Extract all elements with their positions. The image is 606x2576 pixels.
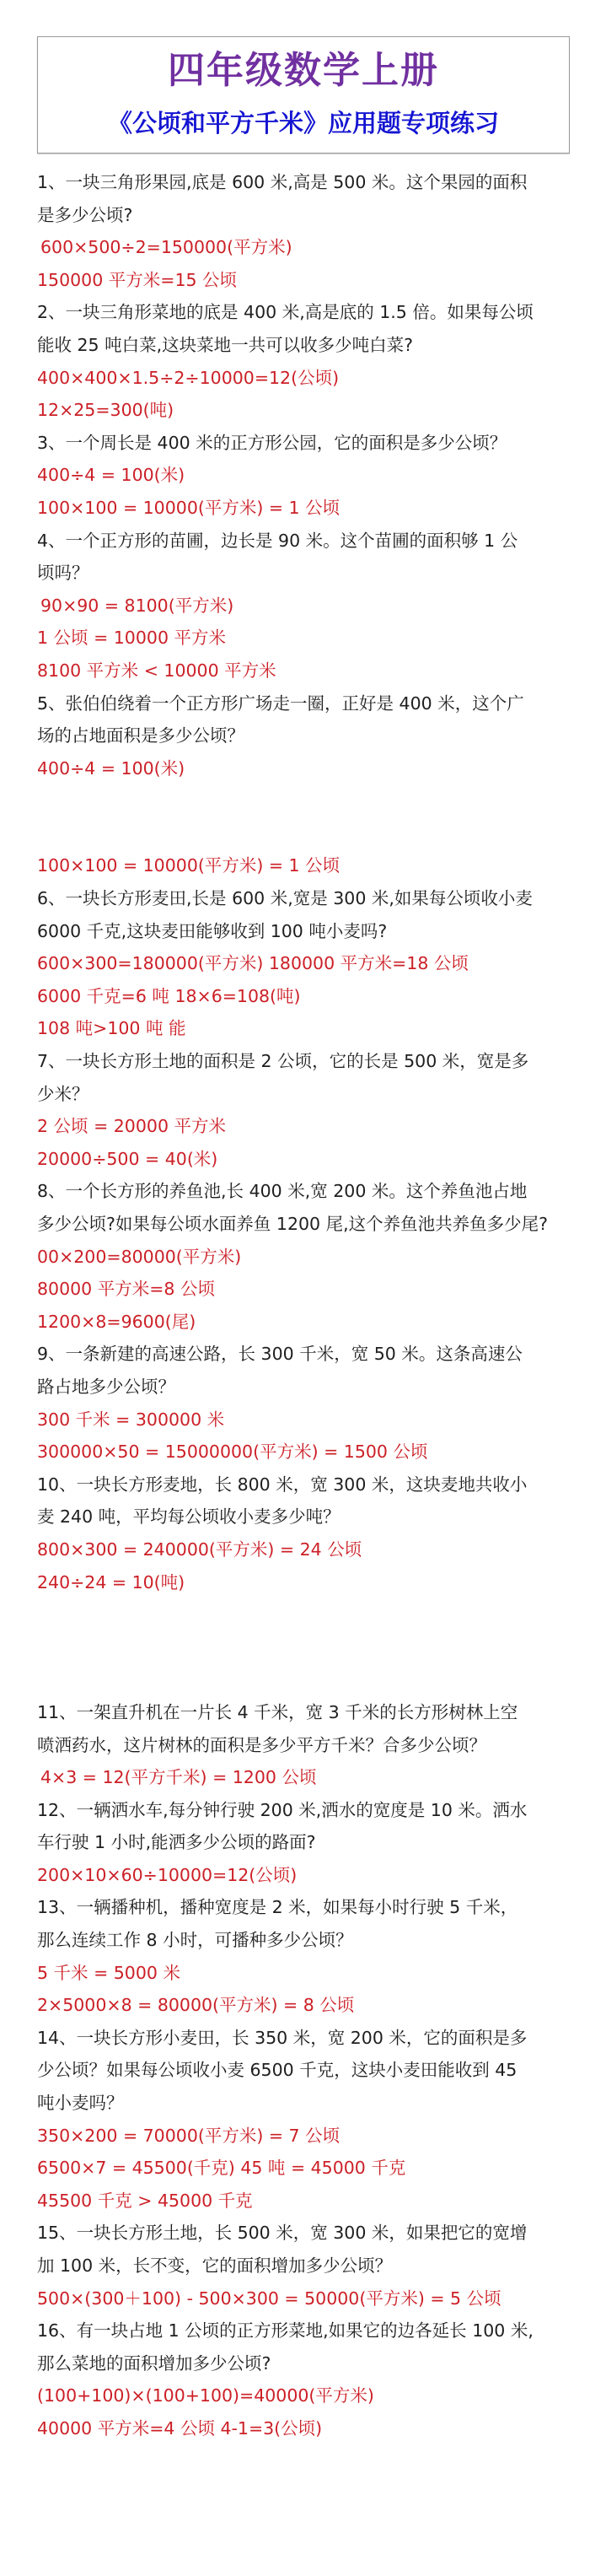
question-line: 10、一块长方形麦地，长 800 米，宽 300 米，这块麦地共收小 — [37, 1474, 528, 1495]
answer-line: 40000 平方米=4 公顷 4-1=3(公顷) — [37, 2417, 323, 2439]
blank-line — [37, 1598, 577, 1631]
answer-line: (100+100)×(100+100)=40000(平方米) — [37, 2385, 374, 2406]
question-line: 8、一个长方形的养鱼池,长 400 米,宽 200 米。这个养鱼池占地 — [37, 1181, 528, 1202]
question-line: 多少公顷?如果每公顷水面养鱼 1200 尾,这个养鱼池共养鱼多少尾? — [37, 1214, 548, 1234]
question-line: 4、一个正方形的苗圃，边长是 90 米。这个苗圃的面积够 1 公 — [37, 530, 518, 551]
question-line: 少公顷？如果每公顷收小麦 6500 千克，这块小麦田能收到 45 — [37, 2060, 518, 2081]
page-subtitle: 《公顷和平方千米》应用题专项练习 — [107, 109, 499, 137]
exercise-list — [37, 166, 577, 2445]
answer-line: 00×200=80000(平方米) — [37, 1246, 242, 1267]
answer-line: 8100 平方米 < 10000 平方米 — [37, 660, 276, 681]
blank-line — [37, 784, 577, 817]
question-line: 15、一块长方形土地，长 500 米，宽 300 米，如果把它的宽增 — [37, 2223, 528, 2244]
question-line: 11、一架直升机在一片长 4 千米，宽 3 千米的长方形树林上空 — [37, 1701, 518, 1722]
blank-line — [37, 817, 577, 850]
answer-line: 300000×50 = 15000000(平方米) = 1500 公顷 — [37, 1442, 428, 1463]
blank-line — [37, 1631, 577, 1664]
answer-line: 200×10×60÷10000=12(公顷) — [37, 1864, 298, 1885]
answer-line: 800×300 = 240000(平方米) = 24 公顷 — [37, 1539, 362, 1560]
answer-line: 600×500÷2=150000(平方米) — [40, 237, 292, 258]
answer-line: 240÷24 = 10(吨) — [37, 1571, 185, 1592]
question-line: 那么菜地的面积增加多少公顷? — [37, 2352, 271, 2374]
blank-line — [37, 1663, 577, 1696]
question-line: 9、一条新建的高速公路，长 300 千米，宽 50 米。这条高速公 — [37, 1344, 523, 1365]
question-line: 5、张伯伯绕着一个正方形广场走一圈，正好是 400 米，这个广 — [37, 693, 524, 714]
answer-line: 350×200 = 70000(平方米) = 7 公顷 — [37, 2125, 341, 2146]
answer-line: 400÷4 = 100(米) — [37, 757, 185, 779]
question-line: 少米？ — [37, 1083, 89, 1104]
question-line: 场的占地面积是多少公顷？ — [37, 725, 244, 746]
question-line: 那么连续工作 8 小时，可播种多少公顷？ — [37, 1930, 353, 1951]
question-line: 顷吗？ — [37, 563, 89, 584]
page-title: 四年级数学上册 — [168, 49, 439, 92]
question-line: 喷洒药水，这片树林的面积是多少平方千米？合多少公顷？ — [37, 1734, 486, 1755]
answer-line: 600×300=180000(平方米) 180000 平方米=18 公顷 — [37, 953, 469, 974]
answer-line: 5 千米 = 5000 米 — [37, 1962, 180, 1983]
answer-line: 20000÷500 = 40(米) — [37, 1148, 218, 1169]
answer-line: 100×100 = 10000(平方米) = 1 公顷 — [37, 497, 341, 518]
answer-line: 6500×7 = 45500(千克) 45 吨 = 45000 千克 — [37, 2158, 406, 2179]
answer-line: 4×3 = 12(平方千米) = 1200 公顷 — [40, 1767, 317, 1788]
answer-line: 2×5000×8 = 80000(平方米) = 8 公顷 — [37, 1995, 355, 2016]
question-line: 16、有一块占地 1 公顷的正方形菜地,如果它的边各延长 100 米, — [37, 2320, 534, 2342]
question-line: 2、一块三角形菜地的底是 400 米,高是底的 1.5 倍。如果每公顷 — [37, 302, 534, 323]
answer-line: 90×90 = 8100(平方米) — [40, 595, 234, 616]
answer-line: 45500 千克 > 45000 千克 — [37, 2190, 253, 2211]
question-line: 3、一个周长是 400 米的正方形公园，它的面积是多少公顷？ — [37, 432, 507, 453]
answer-line: 400×400×1.5÷2÷10000=12(公顷) — [37, 367, 340, 388]
question-line: 车行驶 1 小时,能洒多少公顷的路面? — [37, 1832, 316, 1853]
question-line: 6、一块长方形麦田,长是 600 米,宽是 300 米,如果每公顷收小麦 — [37, 888, 533, 909]
question-line: 是多少公顷? — [37, 204, 133, 225]
question-line: 12、一辆洒水车,每分钟行驶 200 米,洒水的宽度是 10 米。洒水 — [37, 1799, 528, 1820]
answer-line: 100×100 = 10000(平方米) = 1 公顷 — [37, 855, 341, 876]
answer-line: 1200×8=9600(尾) — [37, 1311, 196, 1332]
question-line: 麦 240 吨，平均每公顷收小麦多少吨？ — [37, 1506, 341, 1528]
answer-line: 400÷4 = 100(米) — [37, 465, 185, 486]
answer-line: 150000 平方米=15 公顷 — [37, 269, 238, 290]
answer-line: 1 公顷 = 10000 平方米 — [37, 628, 226, 649]
question-line: 路占地多少公顷？ — [37, 1376, 175, 1397]
question-line: 6000 千克,这块麦田能够收到 100 吨小麦吗? — [37, 920, 388, 941]
question-line: 吨小麦吗？ — [37, 2093, 124, 2114]
answer-line: 300 千米 = 300000 米 — [37, 1409, 225, 1430]
question-line: 能收 25 吨白菜,这块菜地一共可以收多少吨白菜? — [37, 334, 414, 355]
question-line: 13、一辆播种机，播种宽度是 2 米，如果每小时行驶 5 千米， — [37, 1897, 518, 1918]
answer-line: 108 吨>100 吨 能 — [37, 1018, 186, 1039]
answer-line: 80000 平方米=8 公顷 — [37, 1279, 215, 1300]
question-line: 14、一块长方形小麦田，长 350 米，宽 200 米，它的面积是多 — [37, 2027, 528, 2048]
answer-line: 500×(300＋100) - 500×300 = 50000(平方米) = 5 公顷 — [37, 2288, 501, 2309]
question-line: 1、一块三角形果园,底是 600 米,高是 500 米。这个果园的面积 — [37, 172, 528, 192]
question-line: 加 100 米，长不变，它的面积增加多少公顷？ — [37, 2255, 393, 2276]
title-box — [37, 36, 570, 154]
question-line: 7、一块长方形土地的面积是 2 公顷，它的长是 500 米，宽是多 — [37, 1051, 529, 1072]
answer-line: 2 公顷 = 20000 平方米 — [37, 1116, 226, 1137]
answer-line: 12×25=300(吨) — [37, 400, 174, 421]
answer-line: 6000 千克=6 吨 18×6=108(吨) — [37, 985, 301, 1006]
